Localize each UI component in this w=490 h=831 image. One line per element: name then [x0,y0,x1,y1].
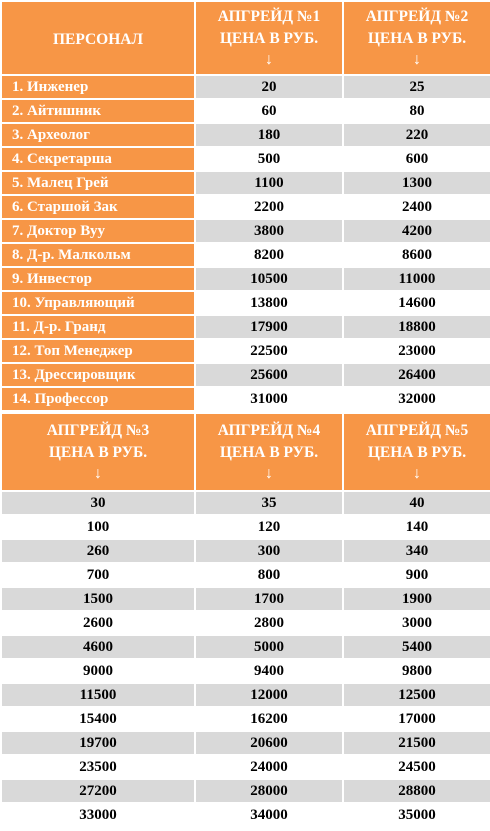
down-arrow-icon: ↓ [265,51,273,68]
down-arrow-icon: ↓ [94,465,102,482]
price-cell: 1900 [343,587,490,611]
price-cell: 35 [195,491,343,515]
header-staff [1,1,195,75]
table-row [1,219,490,243]
table-row [1,195,490,219]
price-cell: 25 [343,75,490,99]
price-cell: 4600 [1,635,195,659]
price-cell: 9800 [343,659,490,683]
price-cell: 1300 [343,171,490,195]
price-cell: 60 [195,99,343,123]
staff-name-cell: 9. Инвестор [1,267,195,291]
table-row [1,707,490,731]
price-cell: 2400 [343,195,490,219]
table-row [1,491,490,515]
table-row [1,123,490,147]
price-cell: 3800 [195,219,343,243]
price-cell: 120 [195,515,343,539]
table-row [1,539,490,563]
price-cell: 21500 [343,731,490,755]
price-cell: 17000 [343,707,490,731]
staff-name-cell: 12. Топ Менеджер [1,339,195,363]
header-row [1,1,490,75]
price-cell: 4200 [343,219,490,243]
price-cell: 2600 [1,611,195,635]
price-cell: 27200 [1,779,195,803]
price-cell: 22500 [195,339,343,363]
price-cell: 28800 [343,779,490,803]
price-cell: 20 [195,75,343,99]
header-upgrade-5 [343,413,490,491]
price-cell: 9000 [1,659,195,683]
table-row [1,267,490,291]
table-row [1,171,490,195]
table-row [1,243,490,267]
price-cell: 24500 [343,755,490,779]
price-cell: 33000 [1,803,195,827]
table-row [1,99,490,123]
price-cell: 5000 [195,635,343,659]
price-cell: 23500 [1,755,195,779]
table-row [1,731,490,755]
header-upgrade-2 [343,1,490,75]
price-cell: 180 [195,123,343,147]
price-cell: 8200 [195,243,343,267]
price-cell: 800 [195,563,343,587]
table-row [1,363,490,387]
header-subtitle: ЦЕНА В РУБ. [219,444,319,461]
table-row [1,635,490,659]
price-cell: 700 [1,563,195,587]
price-cell: 8600 [343,243,490,267]
price-cell: 500 [195,147,343,171]
price-cell: 2800 [195,611,343,635]
price-cell: 30 [1,491,195,515]
header-upgrade-1 [195,1,343,75]
table-row [1,611,490,635]
table-row [1,779,490,803]
table-row [1,315,490,339]
price-cell: 12500 [343,683,490,707]
staff-name-cell: 11. Д-р. Гранд [1,315,195,339]
price-cell: 17900 [195,315,343,339]
table-row [1,755,490,779]
price-cell: 14600 [343,291,490,315]
header-subtitle: ЦЕНА В РУБ. [367,444,467,461]
header-title: АПГРЕЙД №2 [365,8,469,25]
price-cell: 260 [1,539,195,563]
price-cell: 11000 [343,267,490,291]
header-upgrade-4 [195,413,343,491]
down-arrow-icon: ↓ [413,51,421,68]
price-cell: 100 [1,515,195,539]
price-cell: 34000 [195,803,343,827]
price-cell: 1700 [195,587,343,611]
table-row [1,515,490,539]
price-cell: 140 [343,515,490,539]
price-cell: 300 [195,539,343,563]
price-cell: 220 [343,123,490,147]
staff-upgrade-price-table-bottom [0,412,490,828]
table-row [1,75,490,99]
price-cell: 5400 [343,635,490,659]
down-arrow-icon: ↓ [265,465,273,482]
header-title: АПГРЕЙД №3 [46,422,150,439]
table-row [1,683,490,707]
staff-name-cell: 13. Дрессировщик [1,363,195,387]
staff-name-cell: 10. Управляющий [1,291,195,315]
price-cell: 18800 [343,315,490,339]
price-cell: 26400 [343,363,490,387]
header-subtitle: ЦЕНА В РУБ. [367,30,467,47]
staff-name-cell: 5. Малец Грей [1,171,195,195]
staff-upgrade-price-table-top [0,0,490,412]
table-row [1,659,490,683]
header-title: ПЕРСОНАЛ [52,31,144,48]
table-row [1,387,490,411]
staff-name-cell: 3. Археолог [1,123,195,147]
staff-name-cell: 7. Доктор Вуу [1,219,195,243]
table-row [1,563,490,587]
price-cell: 32000 [343,387,490,411]
price-cell: 19700 [1,731,195,755]
price-cell: 600 [343,147,490,171]
header-row [1,413,490,491]
staff-name-cell: 4. Секретарша [1,147,195,171]
header-title: АПГРЕЙД №4 [217,422,321,439]
price-cell: 900 [343,563,490,587]
header-title: АПГРЕЙД №5 [365,422,469,439]
price-cell: 15400 [1,707,195,731]
table-row [1,587,490,611]
table-row [1,291,490,315]
staff-name-cell: 8. Д-р. Малкольм [1,243,195,267]
price-cell: 16200 [195,707,343,731]
staff-name-cell: 14. Профессор [1,387,195,411]
header-upgrade-3 [1,413,195,491]
price-cell: 11500 [1,683,195,707]
price-cell: 1500 [1,587,195,611]
price-cell: 23000 [343,339,490,363]
price-cell: 1100 [195,171,343,195]
header-title: АПГРЕЙД №1 [217,8,321,25]
table-row [1,339,490,363]
table-row [1,147,490,171]
price-cell: 12000 [195,683,343,707]
price-cell: 2200 [195,195,343,219]
price-cell: 3000 [343,611,490,635]
price-cell: 40 [343,491,490,515]
price-cell: 10500 [195,267,343,291]
price-cell: 20600 [195,731,343,755]
staff-name-cell: 6. Старшой Зак [1,195,195,219]
table-row [1,803,490,827]
price-cell: 340 [343,539,490,563]
header-subtitle: ЦЕНА В РУБ. [48,444,148,461]
price-cell: 35000 [343,803,490,827]
price-cell: 31000 [195,387,343,411]
price-cell: 28000 [195,779,343,803]
price-cell: 24000 [195,755,343,779]
price-cell: 9400 [195,659,343,683]
price-cell: 80 [343,99,490,123]
staff-name-cell: 1. Инженер [1,75,195,99]
price-cell: 13800 [195,291,343,315]
header-subtitle: ЦЕНА В РУБ. [219,30,319,47]
down-arrow-icon: ↓ [413,465,421,482]
staff-name-cell: 2. Айтишник [1,99,195,123]
price-cell: 25600 [195,363,343,387]
